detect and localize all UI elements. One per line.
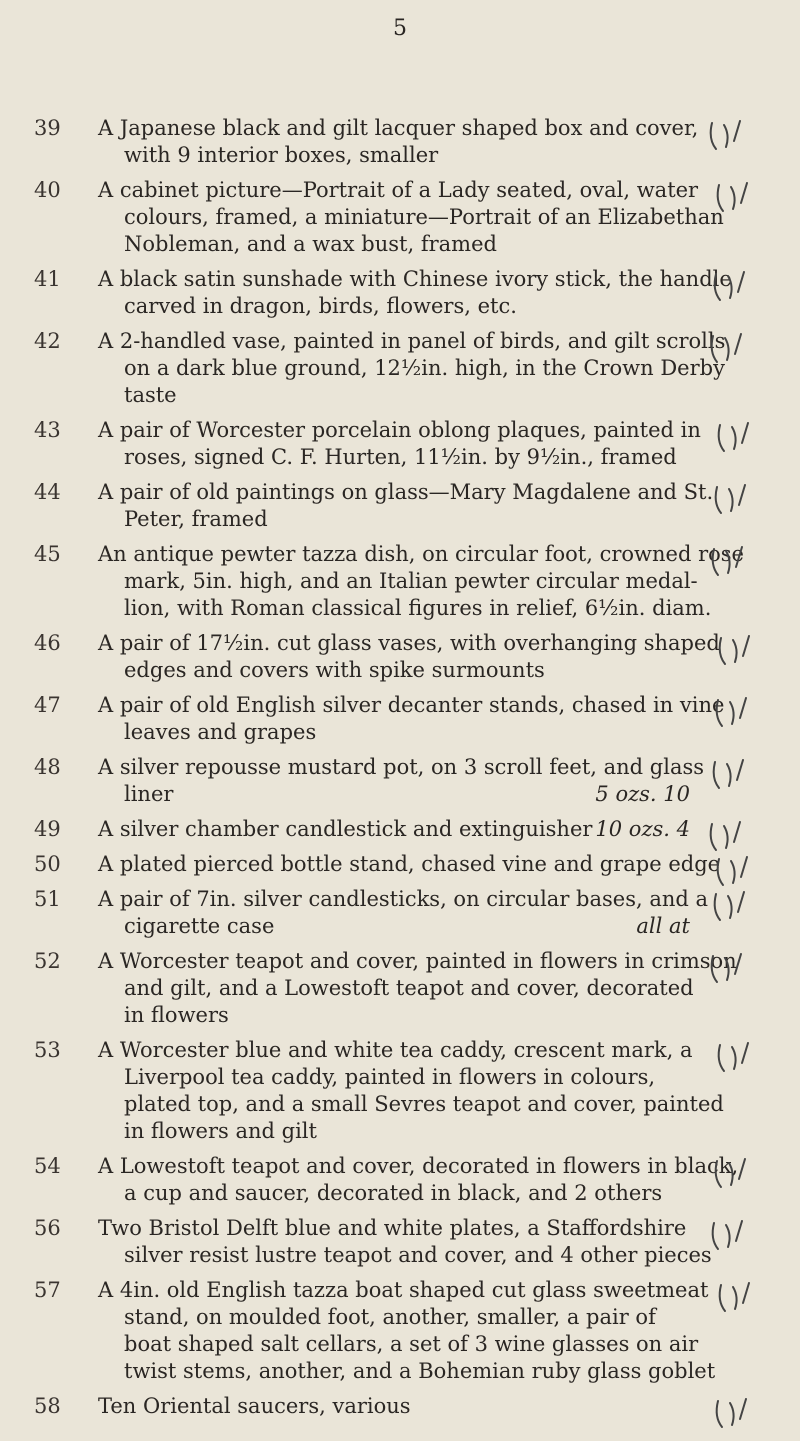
lot-number: 45	[34, 542, 61, 566]
lot-entry	[0, 417, 800, 471]
lot-description-text: Liverpool tea caddy, painted in flowers in colours,	[124, 1065, 656, 1089]
lot-description-line	[98, 355, 725, 382]
lot-number: 48	[34, 755, 61, 779]
lot-description-text: A black satin sunshade with Chinese ivory stick, the handle	[98, 267, 732, 291]
lot-description-line	[98, 1037, 693, 1064]
lot-description-line	[98, 293, 690, 320]
lot-description-text: A pair of Worcester porcelain oblong plaques, painted in	[98, 418, 701, 442]
lot-description-line	[98, 781, 690, 808]
lot-description-line	[98, 719, 690, 746]
lot-description-line	[98, 541, 744, 568]
lot-description-line	[98, 444, 690, 471]
lot-number: 57	[34, 1278, 61, 1302]
lot-description-line	[98, 1331, 699, 1358]
lot-description-text: Nobleman, and a wax bust, framed	[124, 232, 497, 256]
lot-weight: 5 ozs. 10	[595, 782, 690, 806]
lot-description-text: on a dark blue ground, 12½in. high, in the Crown Derby	[124, 356, 725, 380]
lot-description-text: a cup and saucer, decorated in black, and 2 others	[124, 1181, 663, 1205]
lot-description-line	[98, 1304, 690, 1331]
lot-description-text: carved in dragon, birds, flowers, etc.	[124, 294, 517, 318]
lot-description-line	[98, 1277, 709, 1304]
lot-entry	[0, 479, 800, 533]
lot-description-line	[98, 1215, 690, 1242]
lot-description-line	[98, 886, 709, 913]
lot-description-text: A Worcester blue and white tea caddy, crescent mark, a	[98, 1038, 693, 1062]
lot-number: 53	[34, 1038, 61, 1062]
lot-number: 58	[34, 1394, 61, 1418]
handwritten-mark-icon	[700, 630, 770, 678]
lot-description-line	[98, 1091, 724, 1118]
handwritten-mark-icon	[700, 266, 770, 314]
lot-description-line	[98, 417, 701, 444]
lot-description-text: A 4in. old English tazza boat shaped cut glass sweetmeat	[98, 1278, 709, 1302]
lot-description-text: twist stems, another, and a Bohemian ruby glass goblet	[124, 1359, 716, 1383]
lot-description-text: silver resist lustre teapot and cover, and 4 other pieces	[124, 1243, 712, 1267]
handwritten-mark-icon	[700, 754, 770, 802]
lot-description-line	[98, 1118, 690, 1145]
lot-description-text: in flowers	[124, 1003, 229, 1027]
lot-description-line	[98, 657, 690, 684]
handwritten-mark-icon	[700, 1215, 770, 1263]
lot-description-text: lion, with Roman classical figures in relief, 6½in. diam.	[124, 596, 712, 620]
handwritten-mark-icon	[700, 541, 770, 589]
lot-description-line	[98, 506, 690, 533]
lot-entry	[0, 816, 800, 843]
lot-description-text: mark, 5in. high, and an Italian pewter circular medal-	[124, 569, 698, 593]
lot-number: 47	[34, 693, 61, 717]
lot-number: 51	[34, 887, 61, 911]
lot-description-text: A Japanese black and gilt lacquer shaped box and cover,	[98, 116, 699, 140]
lot-number: 52	[34, 949, 61, 973]
lot-description-text: taste	[124, 383, 177, 407]
lot-description-text: A silver chamber candlestick and extinguisher	[98, 817, 593, 841]
lot-entry	[0, 948, 800, 1029]
lot-number: 40	[34, 178, 61, 202]
lot-description-text: A cabinet picture—Portrait of a Lady seated, oval, water	[98, 178, 699, 202]
lot-entry	[0, 1037, 800, 1145]
lot-description-line	[98, 1153, 739, 1180]
lot-entry	[0, 1153, 800, 1207]
lot-description-text: liner	[124, 782, 174, 806]
handwritten-mark-icon	[700, 479, 770, 527]
lot-description-text: Two Bristol Delft blue and white plates, a Staffordshire	[98, 1216, 687, 1240]
lot-number: 44	[34, 480, 61, 504]
lot-description-line	[98, 948, 737, 975]
handwritten-mark-icon	[700, 1153, 770, 1201]
lot-description-line	[98, 328, 726, 355]
lot-number: 41	[34, 267, 61, 291]
lot-entry	[0, 177, 800, 258]
lot-weight: 10 ozs. 4	[595, 817, 690, 841]
lot-entry	[0, 266, 800, 320]
lot-description-line	[98, 630, 720, 657]
lot-description-text: Ten Oriental saucers, various	[98, 1394, 411, 1418]
lot-entry	[0, 692, 800, 746]
lot-description-line	[98, 1064, 690, 1091]
lot-entry	[0, 115, 800, 169]
lot-description-text: plated top, and a small Sevres teapot and cover, painted	[124, 1092, 724, 1116]
page-number: 5	[393, 16, 407, 41]
lot-entry	[0, 630, 800, 684]
lot-number: 43	[34, 418, 61, 442]
lot-number: 49	[34, 817, 61, 841]
lot-description-line	[98, 1358, 716, 1385]
lot-description-text: A pair of 17½in. cut glass vases, with overhanging shaped	[98, 631, 720, 655]
lot-description-line	[98, 851, 721, 878]
lot-description-text: stand, on moulded foot, another, smaller, a pair of	[124, 1305, 656, 1329]
lot-description-text: colours, framed, a miniature—Portrait of an Elizabethan	[124, 205, 724, 229]
lot-description-line	[98, 479, 714, 506]
lot-description-text: and gilt, and a Lowestoft teapot and cover, decorated	[124, 976, 694, 1000]
handwritten-mark-icon	[700, 115, 770, 163]
lot-description-text: A Worcester teapot and cover, painted in flowers in crimson	[98, 949, 737, 973]
handwritten-mark-icon	[700, 328, 770, 376]
lot-description-text: A silver repousse mustard pot, on 3 scroll feet, and glass	[98, 755, 705, 779]
handwritten-mark-icon	[700, 177, 770, 225]
lot-entry	[0, 1393, 800, 1420]
lot-number: 39	[34, 116, 61, 140]
lot-description-line	[98, 754, 705, 781]
lot-description-line	[98, 913, 690, 940]
lot-description-line	[98, 177, 699, 204]
lot-number: 46	[34, 631, 61, 655]
lot-description-line	[98, 266, 732, 293]
lot-description-text: An antique pewter tazza dish, on circular foot, crowned rose	[98, 542, 744, 566]
lot-list	[0, 115, 800, 1428]
handwritten-mark-icon	[700, 417, 770, 465]
lot-number: 56	[34, 1216, 61, 1240]
lot-entry	[0, 1215, 800, 1269]
lot-description-line	[98, 595, 712, 622]
lot-description-line	[98, 115, 699, 142]
lot-description-text: A 2-handled vase, painted in panel of birds, and gilt scrolls	[98, 329, 726, 353]
lot-description-line	[98, 1242, 712, 1269]
handwritten-mark-icon	[700, 1393, 770, 1441]
lot-description-text: A plated pierced bottle stand, chased vine and grape edge	[98, 852, 721, 876]
lot-description-line	[98, 1393, 690, 1420]
lot-description-line	[98, 568, 698, 595]
lot-description-text: leaves and grapes	[124, 720, 317, 744]
lot-description-text: with 9 interior boxes, smaller	[124, 143, 439, 167]
lot-number: 42	[34, 329, 61, 353]
lot-description-text: roses, signed C. F. Hurten, 11½in. by 9½in., framed	[124, 445, 677, 469]
lot-description-text: Peter, framed	[124, 507, 268, 531]
lot-description-line	[98, 816, 690, 843]
handwritten-mark-icon	[700, 1277, 770, 1325]
handwritten-mark-icon	[700, 886, 770, 934]
handwritten-mark-icon	[700, 948, 770, 996]
lot-description-text: cigarette case	[124, 914, 275, 938]
lot-entry	[0, 851, 800, 878]
lot-entry	[0, 328, 800, 409]
lot-entry	[0, 754, 800, 808]
lot-description-line	[98, 204, 724, 231]
lot-entry	[0, 1277, 800, 1385]
lot-description-text: edges and covers with spike surmounts	[124, 658, 545, 682]
lot-description-line	[98, 142, 690, 169]
lot-description-line	[98, 692, 725, 719]
handwritten-mark-icon	[700, 1037, 770, 1085]
lot-description-line	[98, 975, 694, 1002]
lot-description-text: A Lowestoft teapot and cover, decorated in flowers in black,	[98, 1154, 739, 1178]
lot-number: 50	[34, 852, 61, 876]
handwritten-mark-icon	[700, 692, 770, 740]
lot-number: 54	[34, 1154, 61, 1178]
lot-description-line	[98, 1002, 690, 1029]
lot-description-text: A pair of old English silver decanter stands, chased in vine	[98, 693, 725, 717]
lot-description-text: A pair of old paintings on glass—Mary Magdalene and St.	[98, 480, 714, 504]
lot-description-text: A pair of 7in. silver candlesticks, on circular bases, and a	[98, 887, 709, 911]
lot-entry	[0, 541, 800, 622]
lot-entry	[0, 886, 800, 940]
lot-description-line	[98, 1180, 690, 1207]
lot-description-text: boat shaped salt cellars, a set of 3 wine glasses on air	[124, 1332, 699, 1356]
lot-weight: all at	[636, 914, 690, 938]
lot-description-text: in flowers and gilt	[124, 1119, 317, 1143]
lot-description-line	[98, 382, 690, 409]
lot-description-line	[98, 231, 690, 258]
